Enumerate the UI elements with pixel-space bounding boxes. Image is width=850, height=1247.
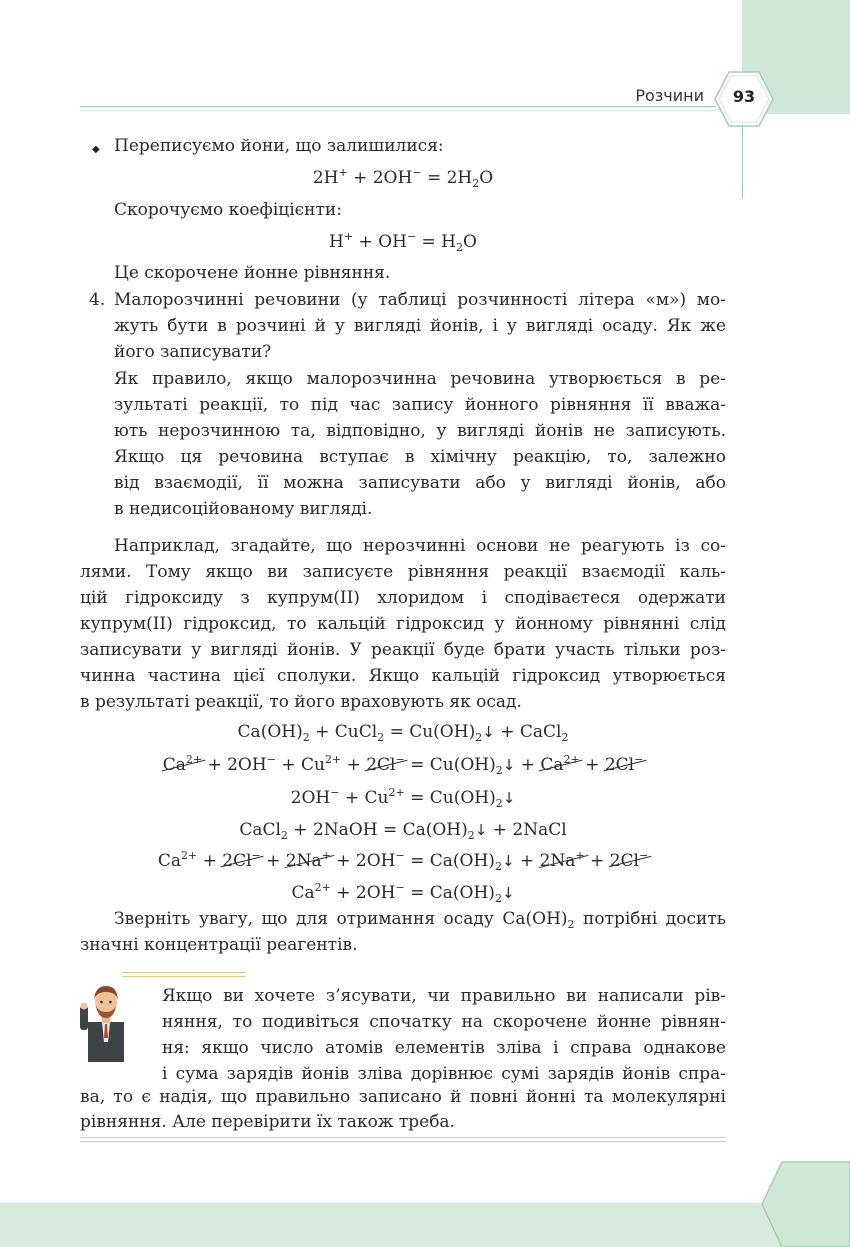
header-rule [80, 106, 716, 107]
list-number: 4. [89, 290, 106, 310]
section-title: Розчини [635, 86, 704, 105]
text-line: Наприклад, згадайте, що нерозчинні основи не реагують із со- [114, 536, 726, 556]
equation: $Ca(OH)_2$ + CuCl$_2$ = $Cu(OH)_2↓$ + CaCl$_2$ [237, 722, 569, 744]
text-line: Малорозчинні речовини (у таблиці розчинності літера «м») мо- [114, 290, 726, 310]
note-line: Якщо ви хочете з’ясувати, чи правильно ви написали рів- [162, 986, 726, 1006]
equation: $Ca^{2+} + 2OH^- + Cu^{2+} + 2Cl^-$ = $Cu(OH)_2↓ + Ca^{2+} + 2Cl^-$ [162, 753, 644, 777]
text-line: зультаті реакції, то під час запису йонного рівняння її вважа- [114, 395, 726, 415]
text-line: від взаємодії, її можна записувати або у вигляді йонів, або [114, 473, 726, 493]
note-rule [122, 976, 246, 977]
text-line: записувати у вигляді йонів. У реакції буде брати участь тільки роз- [80, 640, 726, 660]
note-rule [80, 1137, 726, 1138]
text-line: в результаті реакції, то його враховують як осад. [80, 692, 522, 712]
note-rule [80, 1141, 726, 1142]
text-line: в недисоційованому вигляді. [114, 499, 373, 519]
equation: $H^+ + OH^- = H_2O$ [329, 230, 477, 254]
text-line: Скорочуємо коефіцієнти: [114, 200, 342, 220]
text-line: значні концентрації реагентів. [80, 935, 358, 955]
footer-band [0, 1203, 850, 1247]
text-line: лями. Тому якщо ви записуєте рівняння реакції взаємодії каль- [80, 562, 726, 582]
text-line: Якщо ця речовина вступає в хімічну реакцію, то, залежно [114, 447, 726, 467]
text-line: ють нерозчинною та, відповідно, у вигляді йонів не записують. [114, 421, 726, 441]
equation: $2OH^- + Cu^{2+}$ = $Cu(OH)_2↓$ [290, 786, 516, 810]
text-line: чинна частина цієї сполуки. Якщо кальцій гідроксид утворюється [80, 666, 726, 686]
page-badge [714, 71, 774, 127]
teacher-illustration [78, 976, 134, 1062]
text-line: Зверніть увагу, що для отримання осаду $Ca(OH)_2$ потрібні досить [114, 909, 726, 931]
note-line: ня: якщо число атомів елементів зліва і справа однакове [162, 1038, 726, 1058]
text-line: Як правило, якщо малорозчинна речовина утворюється в ре- [114, 369, 726, 389]
equation: $2H^+ + 2OH^- = 2H_2O$ [312, 166, 494, 190]
text-line: Переписуємо йони, що залишилися: [114, 136, 444, 156]
equation: CaCl$_2$ + 2NaOH = $Ca(OH)_2↓$ + 2NaCl [239, 820, 567, 842]
page-number: 93 [732, 87, 756, 106]
text-line: Це скорочене йонне рівняння. [114, 263, 391, 283]
text-line: купрум(II) гідроксид, то кальцій гідроксид у йонному рівнянні слід [80, 614, 726, 634]
text-line: його записувати? [114, 342, 272, 362]
header-rule-secondary [80, 110, 716, 111]
note-line: і сума зарядів йонів зліва дорівнює сумі зарядів йонів спра- [162, 1064, 726, 1084]
text-line: цій гідроксиду з купрум(II) хлоридом і сподіваєтеся одержати [80, 588, 726, 608]
footer-hexagon-icon [760, 1160, 850, 1247]
note-rule [122, 972, 246, 973]
diamond-bullet-icon: ◆ [92, 144, 100, 155]
text-line: жуть бути в розчині й у вигляді йонів, і у вигляді осаду. Як же [114, 316, 726, 336]
equation: $Ca^{2+} + 2Cl^- + 2Na^+ + 2OH^-$ = $Ca(OH)_2↓ + 2Na^+ + 2Cl^-$ [157, 849, 649, 873]
note-line: рівняння. Але перевірити їх також треба. [80, 1112, 455, 1132]
equation: $Ca^{2+} + 2OH^-$ = $Ca(OH)_2↓$ [291, 881, 515, 905]
note-line: ва, то є надія, що правильно записано й повні йонні та молекулярні [80, 1087, 726, 1107]
note-line: няння, то подивіться спочатку на скорочене йонне рівнян- [162, 1012, 726, 1032]
